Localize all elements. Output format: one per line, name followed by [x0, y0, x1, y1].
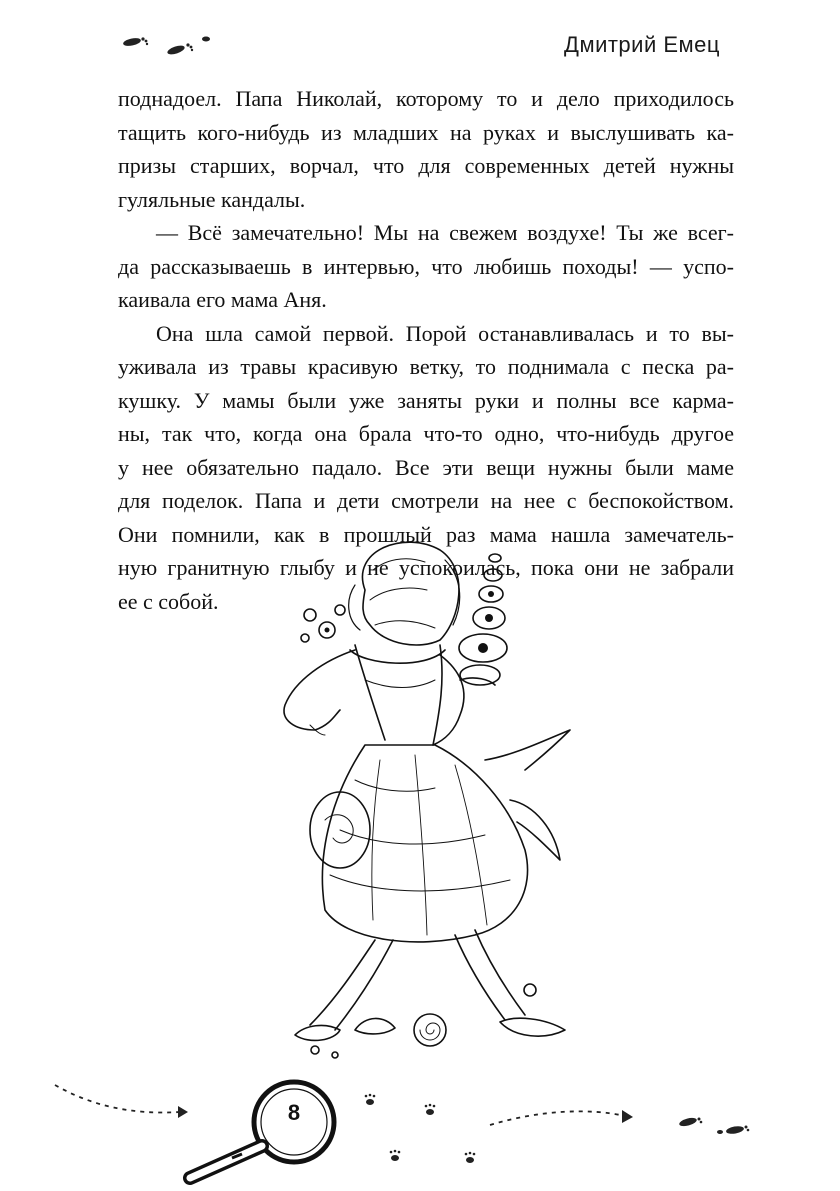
page-number: 8 [287, 1100, 301, 1125]
dotted-arrow-icon [622, 1110, 633, 1123]
paragraph [118, 216, 734, 317]
text-line: да рассказываешь в интервью, что любишь походы! — успо- [118, 253, 734, 279]
text-line: гуляльные кандалы. [118, 186, 306, 212]
text-line: ны, так что, когда она брала что-то одно, что-нибудь другое [118, 421, 734, 446]
text-line: ее с собой. [118, 588, 219, 614]
text-line: кушку. У мамы были уже заняты руки и полны все карма- [118, 387, 734, 413]
text-line: призы старших, ворчал, что для современных детей нужны [118, 153, 734, 178]
running-head-author: Дмитрий Емец [564, 32, 720, 57]
paw-prints-icon [365, 1094, 476, 1163]
text-line: тащить кого-нибудь из младших на руках и выслушивать ка- [118, 119, 734, 145]
text-line: ную гранитную глыбу и не успокоилась, пока они не забрали [118, 555, 734, 580]
footprints-icon [118, 30, 218, 60]
text-line: Она шла самой первой. Порой останавливалась и то вы- [156, 320, 734, 346]
dotted-arrow-icon [490, 1111, 625, 1125]
text-line: для поделок. Папа и дети смотрели на нее с беспокойством. [118, 488, 734, 513]
text-line: — Всё замечательно! Мы на свежем воздухе! Ты же всег- [156, 220, 734, 245]
dotted-arrow-icon [178, 1106, 188, 1118]
paragraph [118, 82, 734, 216]
text-line: каивала его мама Аня. [118, 287, 327, 312]
text-line: у нее обязательно падало. Все эти вещи нужны были маме [118, 454, 734, 480]
text-line: Они помнили, как в прошлый раз мама нашла замечатель- [118, 521, 734, 547]
text-line: уживала из травы красивую ветку, то поднимала с песка ра- [118, 354, 734, 379]
magnifying-glass-icon [190, 1082, 334, 1178]
dotted-arrow-icon [55, 1085, 180, 1113]
footer-ornament [0, 1050, 840, 1191]
footprints-icon [678, 1116, 749, 1135]
text-line: поднадоел. Папа Николай, которому то и дело приходилось [118, 86, 734, 111]
woman-carrying-stones-illustration-icon [255, 530, 585, 1070]
